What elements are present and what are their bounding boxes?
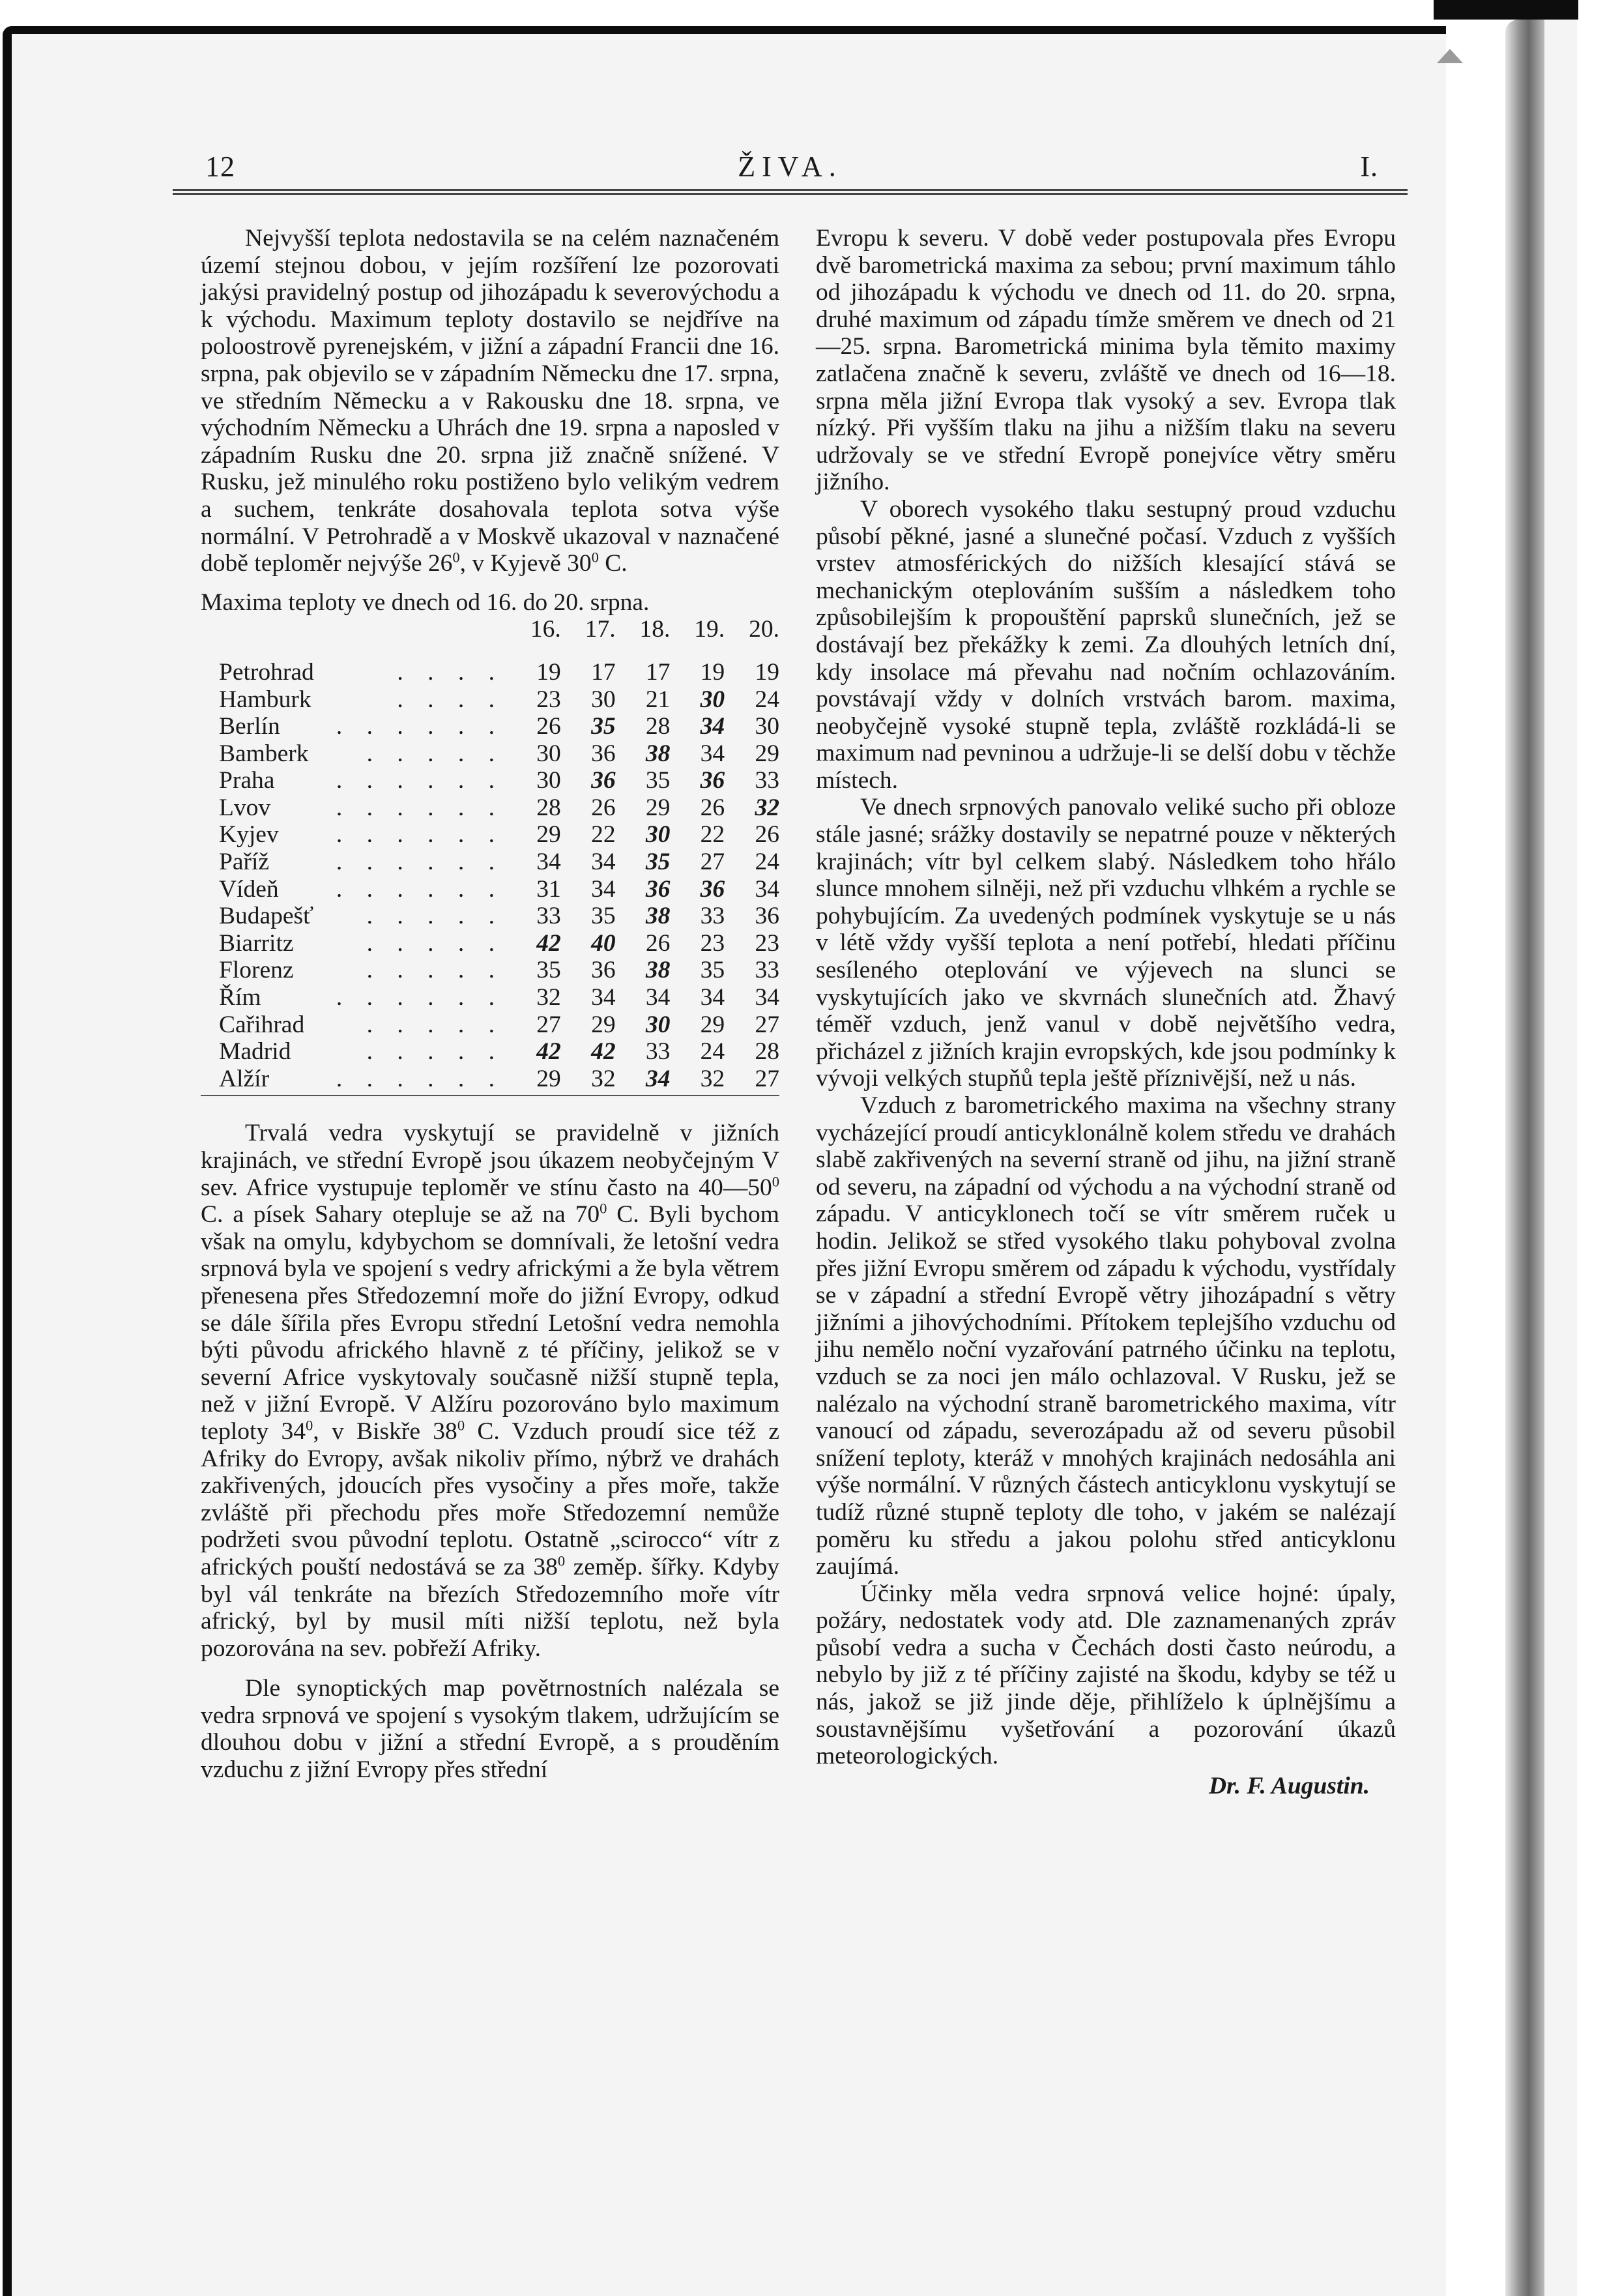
temperature-value: 29 (700, 1011, 725, 1038)
temperature-value: 27 (536, 1011, 561, 1038)
temperature-value: 35 (591, 713, 616, 740)
left-column (201, 225, 779, 1784)
temperature-value: 30 (700, 686, 725, 713)
leader-dots: . . . . . (366, 740, 504, 767)
paragraph-text: , v Biskře 38 (313, 1417, 457, 1445)
city-name: Lvov (219, 794, 271, 821)
temperature-value: 23 (536, 686, 561, 713)
temperature-value: 35 (700, 957, 725, 984)
temperature-value: 36 (591, 767, 616, 794)
column-header: 18. (639, 616, 671, 643)
temperature-value: 31 (536, 875, 561, 903)
column-header: 16. (530, 616, 561, 643)
temperature-value: 34 (591, 849, 616, 876)
temperature-value: 27 (755, 1065, 779, 1092)
temperature-value: 30 (536, 767, 561, 794)
city-name: Kyjev (219, 821, 279, 849)
temperature-value: 30 (591, 686, 616, 713)
city-name: Cařihrad (219, 1011, 305, 1038)
temperature-value: 40 (591, 929, 616, 957)
temperature-value: 19 (755, 658, 779, 686)
temperature-value: 32 (536, 984, 561, 1011)
table-row (201, 957, 779, 984)
temperature-value: 36 (591, 957, 616, 984)
temperature-value: 29 (645, 794, 671, 821)
leader-dots: . . . . . (366, 929, 504, 957)
temperature-value: 33 (536, 903, 561, 930)
paragraph: Vzduch z barometrického maxima na všechny strany vycházející proudí anticyklonálně kolem středu ve drahách slabě zakřivených na severní straně od jihu, na jižní straně od severu, na západní od východu a na východní straně od západu. V anticyklonech točí se vítr směrem ruček u hodin. Jelikož se střed vysokého tlaku pohyboval zvolna přes jižní Evropu směrem od západu k východu, vystřídaly se v západní a střední Evropě větry jihozápadní s větry jižními a jihovýchodními. Přítokem teplejšího vzduchu od jihu nemělo noční vyzařování patrného účinku na teplotu, vzduch se za noci jen málo ochlazoval. V Rusku, jež se nalézalo na východní straně barometrického maxima, vítr vanoucí od západu, severozápadu až od severu působil snížení teploty, kteráž v mnohých krajinách nedosáhla ani výše normální. V různých částech anticyklonu vyskytují se tudíž různé stupně teploty dle toho, v jakém se nalézají poměru ku středu a jakou polohu střed anticyklonu zaujímá. (816, 1092, 1396, 1580)
temperature-value: 38 (645, 957, 671, 984)
table-row (201, 767, 779, 794)
temperature-value: 35 (536, 957, 561, 984)
page-edge-shadow (1505, 20, 1544, 2296)
temperature-value: 36 (700, 767, 725, 794)
table-row (201, 740, 779, 768)
temperature-value: 33 (645, 1038, 671, 1066)
temperature-value: 36 (591, 740, 616, 767)
paragraph-text: zeměp. šířky. Kdyby byl vál tenkráte na březích Středozemního moře vítr africký, byl by musil míti nižší teplotu, než byla pozorována na sev. pobřeží Afriky. (201, 1553, 780, 1662)
leader-dots: . . . . (397, 658, 504, 686)
temperature-value: 30 (536, 740, 561, 767)
table-caption: Maxima teploty ve dnech od 16. do 20. srpna. (201, 589, 650, 616)
temperature-value: 24 (755, 686, 779, 713)
temperature-value: 23 (755, 929, 779, 957)
paragraph-text: , v Kyjevě 30 (459, 550, 592, 577)
temperature-value: 33 (755, 767, 779, 794)
page-number: 12 (205, 151, 235, 182)
table-row (201, 930, 779, 957)
temperature-value: 36 (755, 903, 779, 930)
spacer (201, 1662, 779, 1675)
temperature-value: 33 (755, 957, 779, 984)
paragraph-text: C. Vzduch proudí sice též z Afriky do Evropy, avšak nikoliv přímo, nýbrž ve drahách zakřivených, jdoucích přes vysočiny a přes moře, takže zvláště při přechodu přes moře Středozemní nemůže podržeti svou původní teplotu. Ostatně „scirocco“ vítr z afrických pouští nedostává se za 38 (201, 1417, 779, 1580)
page-margin-right (1544, 20, 1577, 2296)
city-name: Vídeň (219, 875, 279, 903)
temperature-value: 38 (645, 740, 671, 767)
leader-dots: . . . . . (366, 903, 504, 930)
temperature-value: 27 (755, 1011, 779, 1038)
city-name: Praha (219, 767, 275, 794)
author-signature: Dr. F. Augustin. (1208, 1772, 1370, 1799)
degree-mark: 0 (452, 549, 460, 566)
table-row (201, 903, 779, 930)
header-spacer (317, 616, 506, 659)
city-name: Budapešť (219, 903, 314, 930)
leader-dots: . . . . . . (336, 767, 504, 794)
header-rule (173, 189, 1408, 195)
scan-mark (1437, 49, 1463, 63)
column-header: 19. (694, 616, 725, 643)
temperature-value: 22 (700, 821, 725, 849)
paragraph: Dle synoptických map povětrnostních nalézala se vedra srpnová ve spojení s vysokým tlakem, udržujícím se dlouhou dobu v jižní a střední Evropě, a s prouděním vzduchu z jižní Evropy přes střední (201, 1675, 779, 1784)
temperature-value: 34 (536, 849, 561, 876)
temperature-value: 30 (645, 821, 671, 849)
temperature-value: 36 (645, 875, 671, 903)
temperature-table (201, 616, 779, 1092)
temperature-value: 33 (700, 903, 725, 930)
paragraph-text: Nejvyšší teplota nedostavila se na celém naznačeném území stejnou dobou, v jejím rozšíření lze pozorovati jakýsi pravidelný postup od jihozápadu k severovýchodu a k východu. Maximum teploty dostavilo se nejdříve na poloostrově pyrenejském, v jižní a západní Francii dne 16. srpna, pak objevilo se v západním Německu dne 17. srpna, ve středním Německu a v Rakousku dne 18. srpna, ve východním Německu a Uhrách dne 19. srpna a naposled v západním Rusku dne 20. srpna již značně snížené. V Rusku, jež minulého roku postiženo bylo velikým vedrem a suchem, tenkráte dosahovala teplota sotva výše normální. V Petrohradě a v Moskvě ukazoval v naznačené době teploměr nejvýše 26 (201, 225, 779, 577)
leader-dots: . . . . . . (336, 713, 504, 740)
city-name: Florenz (219, 957, 294, 984)
table-row (201, 794, 779, 822)
paragraph-text: C. (598, 550, 628, 577)
city-name: Paříž (219, 849, 270, 876)
degree-mark: 0 (772, 1173, 779, 1190)
leader-dots: . . . . . . (336, 1065, 504, 1092)
temperature-value: 28 (645, 713, 671, 740)
table-row (201, 849, 779, 876)
degree-mark: 0 (600, 1200, 607, 1217)
paragraph-text: C. a písek Sahary otepluje se až na 70 (201, 1201, 600, 1228)
leader-dots: . . . . . . (336, 821, 504, 849)
temperature-value: 29 (755, 740, 779, 767)
city-name: Hamburk (219, 686, 311, 713)
temperature-value: 26 (700, 794, 725, 821)
temperature-value: 34 (591, 875, 616, 903)
temperature-value: 38 (645, 903, 671, 930)
table-body (201, 659, 779, 1093)
temperature-value: 42 (536, 929, 561, 957)
temperature-value: 35 (645, 849, 671, 876)
degree-mark: 0 (457, 1417, 465, 1434)
temperature-value: 35 (591, 903, 616, 930)
leader-dots: . . . . . (366, 957, 504, 984)
table-row (201, 1011, 779, 1039)
leader-dots: . . . . (397, 686, 504, 713)
table-row (201, 1066, 779, 1093)
temperature-value: 34 (591, 984, 616, 1011)
degree-mark: 0 (557, 1552, 566, 1569)
leader-dots: . . . . . (366, 1038, 504, 1066)
paragraph: V oborech vysokého tlaku sestupný proud vzduchu působí pěkné, jasné a slunečné počasí. Vzduch z vyšších vrstev atmosférických do nižších klesající stává se mechanickým oteplováním sušším a následkem toho způsobilejším k propouštění paprsků slunečních, jež se dostávají bez překážky k zemi. Za dlouhých letních dní, kdy insolace má převahu nad nočním ochlazováním. povstávají vždy v dolních vrstvách barom. maxima, neobyčejně vysoké stupně tepla, zvláště rozkládá-li se maximum nad pevninou a udržuje-li se delší dobu v těchže místech. (816, 495, 1396, 794)
paragraph: Účinky měla vedra srpnová velice hojné: úpaly, požáry, nedostatek vody atd. Dle zaznamenaných zpráv působí vedra a sucha v Čechách dosti často neúrodu, a nebylo by již z té příčiny zajisté na škodu, kdyby se též u nás, jakož se již jinde děje, přihlíželo k úplnějšímu a soustavnějšímu vyšetřování a pozorování úkazů meteorologických. (816, 1580, 1396, 1770)
temperature-value: 19 (700, 658, 725, 686)
temperature-value: 26 (755, 821, 779, 849)
temperature-value: 19 (536, 658, 561, 686)
volume-number: I. (1360, 151, 1378, 182)
paragraph-text: C. Byli bychom však na omylu, kdybychom se domnívali, že letošní vedra srpnová byla ve spojení s vedry africkými a že byla větrem přenesena přes Středozemní moře do jižní Evropy, odkud se dále šířila přes Evropu střední Letošní vedra nemohla býti původu afrického hlavně z té příčiny, jelikož se v severní Africe vyskytovaly současně nižší stupně tepla, než v jižní Evropě. V Alžíru pozorováno bylo maximum teploty 34 (201, 1201, 779, 1445)
temperature-value: 32 (700, 1065, 725, 1092)
temperature-value: 32 (591, 1065, 616, 1092)
leader-dots: . . . . . . (336, 794, 504, 821)
temperature-value: 17 (645, 658, 671, 686)
city-name: Madrid (219, 1038, 291, 1066)
temperature-value: 23 (700, 929, 725, 957)
table-row (201, 984, 779, 1011)
temperature-value: 29 (536, 1065, 561, 1092)
column-header: 17. (585, 616, 616, 643)
city-name: Alžír (219, 1065, 270, 1092)
temperature-value: 34 (700, 740, 725, 767)
temperature-value: 32 (755, 794, 779, 821)
leader-dots: . . . . . . (336, 875, 504, 903)
table-row (201, 686, 779, 714)
temperature-value: 26 (645, 929, 671, 957)
table-row (201, 821, 779, 849)
journal-title: ŽIVA. (738, 151, 843, 182)
running-header (173, 150, 1408, 189)
leader-dots: . . . . . . (336, 984, 504, 1011)
temperature-value: 30 (645, 1011, 671, 1038)
temperature-value: 17 (591, 658, 616, 686)
temperature-value: 21 (645, 686, 671, 713)
paragraph (201, 1120, 779, 1662)
paragraph: Ve dnech srpnových panovalo veliké sucho při obloze stále jasné; srážky dostavily se nepatrné pouze v některých krajinách; vítr byl celkem slabý. Následkem toho hřálo slunce mnohem silněji, než při vzduchu vlhkém a rychle se pohybujícím. Za uvedených podmínek vyskytuje se u nás v létě vždy vyšší teplota a není potřebí, hledati příčinu sesíleného oteplování ve výjevech na slunci se vyskytujících jako ve skvrnách slunečních atd. Žhavý téměř vzduch, jenž vanul v době největšího vedra, přicházel z jižních krajin evropských, kde jsou podmínky k vývoji velkých stupňů tepla ještě příznivější, než u nás. (816, 794, 1396, 1092)
temperature-value: 42 (591, 1038, 616, 1066)
temperature-value: 36 (700, 875, 725, 903)
temperature-value: 34 (700, 984, 725, 1011)
leader-dots: . . . . . (366, 1011, 504, 1038)
degree-mark: 0 (306, 1417, 313, 1434)
table-row (201, 876, 779, 903)
city-name: Biarritz (219, 929, 294, 957)
table-row (201, 713, 779, 740)
city-name: Bamberk (219, 740, 309, 767)
paragraph-text: Trvalá vedra vyskytují se pravidelně v jižních krajinách, ve střední Evropě jsou úkazem neobyčejným V sev. Africe vystupuje teploměr ve stínu často na 40—50 (201, 1120, 779, 1201)
temperature-value: 26 (536, 713, 561, 740)
temperature-value: 22 (591, 821, 616, 849)
header-spacer (201, 616, 317, 659)
table-row (201, 659, 779, 686)
temperature-value: 29 (536, 821, 561, 849)
paragraph: Evropu k severu. V době veder postupovala přes Evropu dvě barometrická maxima za sebou; první maximum táhlo od jihozápadu k východu ve dnech od 11. do 20. srpna, druhé maximum od západu tímže směrem ve dnech od 21—25. srpna. Barometrická minima byla těmito maximy zatlačena značně k severu, zvláště ve dnech od 16—18. srpna měla jižní Evropa tlak vysoký a sev. Evropa tlak nízký. Při vyšším tlaku na jihu a nižším tlaku na severu udržovaly se ve střední Evropě ponejvíce větry směru jižního. (816, 225, 1396, 496)
table-row (201, 1038, 779, 1066)
degree-mark: 0 (591, 549, 599, 566)
scan-border-top-right (1434, 0, 1578, 20)
temperature-value: 34 (645, 1065, 671, 1092)
city-name: Řím (219, 984, 261, 1011)
temperature-value: 24 (755, 849, 779, 876)
temperature-value: 29 (591, 1011, 616, 1038)
column-header: 20. (749, 616, 779, 643)
table-rule (201, 1095, 779, 1096)
temperature-value: 30 (755, 713, 779, 740)
temperature-value: 34 (645, 984, 671, 1011)
table-header-row (201, 616, 779, 659)
temperature-value: 34 (755, 875, 779, 903)
temperature-value: 28 (536, 794, 561, 821)
city-name: Petrohrad (219, 658, 314, 686)
temperature-value: 35 (645, 767, 671, 794)
city-name: Berlín (219, 713, 280, 740)
temperature-value: 26 (591, 794, 616, 821)
right-column (816, 225, 1396, 1799)
temperature-value: 27 (700, 849, 725, 876)
temperature-value: 34 (700, 713, 725, 740)
temperature-value: 24 (700, 1038, 725, 1066)
paragraph (201, 225, 779, 577)
temperature-value: 42 (536, 1038, 561, 1066)
temperature-value: 34 (755, 984, 779, 1011)
leader-dots: . . . . . . (336, 849, 504, 876)
temperature-value: 28 (755, 1038, 779, 1066)
